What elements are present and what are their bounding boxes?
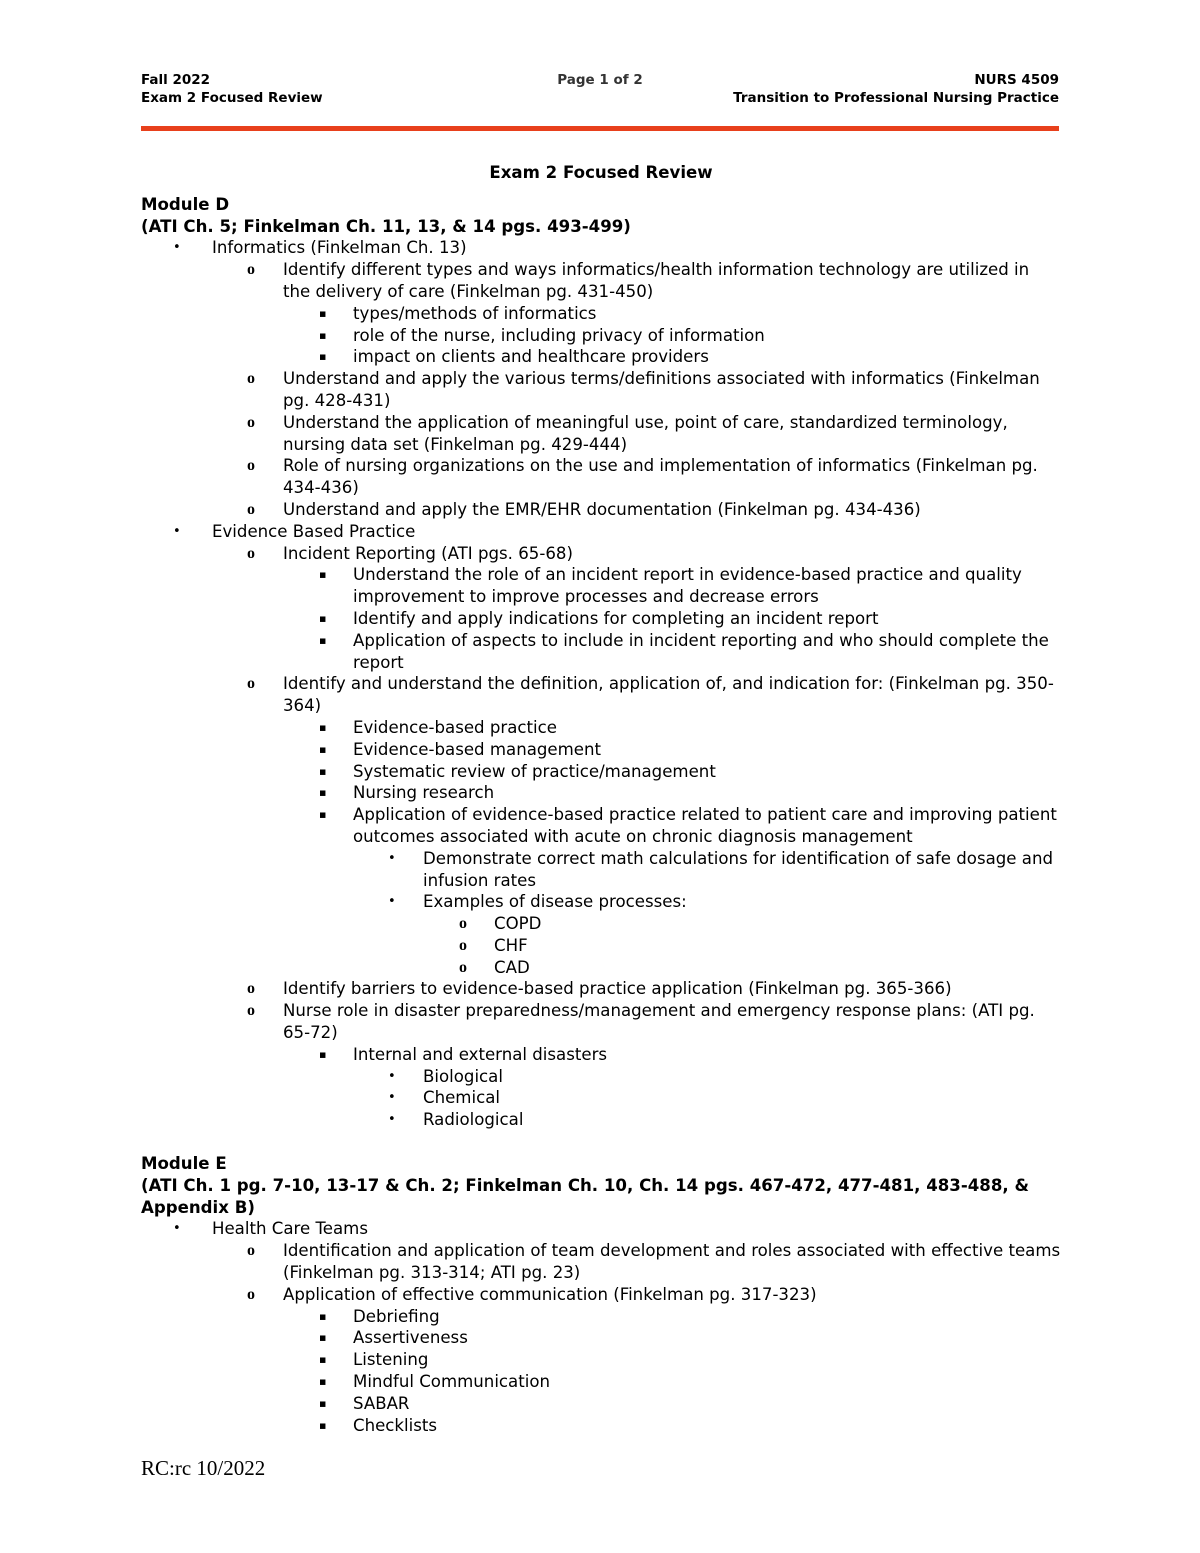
square-bullet-icon: ▪ [319,350,327,364]
list-item: o Understand and apply the various terms/definitions associated with informatics (Finkelman pg. 428-431) [247,369,1040,410]
list-item: • Demonstrate correct math calculations for identification of safe dosage and infusion rates [388,848,1054,890]
square-bullet-icon: ▪ [319,1353,327,1367]
bullet-icon: • [388,1068,396,1084]
list-item: ▪ Evidence-based management [319,739,602,759]
bullet-icon: o [459,915,467,933]
list-item: ▪ role of the nurse, including privacy of information [319,325,765,345]
bullet-icon: o [247,1285,255,1303]
list-item: o Nurse role in disaster preparedness/management and emergency response plans: (ATI pg. 65-72) [247,1001,1035,1043]
square-bullet-icon: ▪ [319,633,327,647]
square-bullet-icon: ▪ [319,1396,327,1410]
square-bullet-icon: ▪ [319,611,327,625]
square-bullet-icon: ▪ [319,1047,327,1061]
bullet-icon: • [173,1221,181,1237]
bullet-icon: o [247,413,255,431]
bullet-icon: o [247,1002,255,1020]
list-item: o Identify and understand the definition, application of, and indication for: (Finkelman pg. 350-364) [247,674,1054,716]
square-bullet-icon: ▪ [319,786,327,800]
list-item: • Biological [388,1066,503,1086]
list-item: o CAD [459,957,530,977]
page-number: Page 1 of 2 [557,72,643,88]
module-d-refs: (ATI Ch. 5; Finkelman Ch. 11, 13, & 14 pgs. 493-499) [141,216,631,236]
module-d-heading: Module D [141,194,230,214]
list-item: ▪ Application of aspects to include in incident reporting and who should complete the report [319,630,1049,672]
square-bullet-icon: ▪ [319,306,327,320]
header-course-code: NURS 4509 [974,72,1059,88]
list-item: o CHF [459,935,528,955]
list-item: o Identify different types and ways informatics/health information technology are utilized in the delivery of care (Finkelman pg. 431-450) [247,260,1030,301]
module-e-heading: Module E [141,1154,227,1174]
bullet-icon: o [247,370,255,388]
header-term: Fall 2022 [141,72,211,88]
list-item: ▪ Identify and apply indications for completing an incident report [319,608,879,628]
list-item: ▪ Internal and external disasters [319,1044,608,1064]
list-item: o COPD [459,914,542,934]
list-item: ▪ Checklists [319,1415,438,1435]
list-item: • Informatics (Finkelman Ch. 13) [173,238,467,258]
bullet-icon: • [388,894,396,910]
bullet-icon: • [173,523,181,539]
header-right [733,71,1059,107]
list-item: ▪ types/methods of informatics [319,303,597,323]
square-bullet-icon: ▪ [319,720,327,734]
list-item: o Application of effective communication (Finkelman pg. 317-323) [247,1284,817,1304]
bullet-icon: o [247,980,255,998]
list-item: ▪ Evidence-based practice [319,717,557,737]
bullet-icon: o [459,958,467,976]
bullet-icon: o [247,675,255,693]
header-course-name: Transition to Professional Nursing Practice [733,90,1059,106]
square-bullet-icon: ▪ [319,808,327,822]
square-bullet-icon: ▪ [319,328,327,342]
bullet-icon: • [173,240,181,256]
list-item: o Incident Reporting (ATI pgs. 65-68) [247,543,573,563]
square-bullet-icon: ▪ [319,1418,327,1432]
module-e-refs: (ATI Ch. 1 pg. 7-10, 13-17 & Ch. 2; Finkelman Ch. 10, Ch. 14 pgs. 467-472, 477-481, 483-488, & Appendix B) [141,1175,1029,1217]
square-bullet-icon: ▪ [319,764,327,778]
bullet-icon: o [247,544,255,562]
list-item: o Understand the application of meaningful use, point of care, standardized terminology, nursing data set (Finkelman pg. 429-444) [247,412,1008,454]
list-item: ▪ Mindful Communication [319,1372,551,1392]
list-item: o Identify barriers to evidence-based practice application (Finkelman pg. 365-366) [247,979,952,999]
list-item: ▪ Listening [319,1350,429,1370]
section-gap [141,1131,1061,1153]
header-doc-title: Exam 2 Focused Review [141,90,323,106]
square-bullet-icon: ▪ [319,1309,327,1323]
list-item: ▪ Assertiveness [319,1328,468,1348]
document-title: Exam 2 Focused Review [489,163,713,182]
square-bullet-icon: ▪ [319,1375,327,1389]
list-item: ▪ Understand the role of an incident report in evidence-based practice and quality improvement to improve processes and decrease errors [319,565,1022,607]
list-item: ▪ Application of evidence-based practice related to patient care and improving patient outcomes associated with acute on chronic diagnosis management [319,805,1057,846]
bullet-icon: o [247,1242,255,1260]
bullet-icon: o [247,500,255,518]
square-bullet-icon: ▪ [319,1331,327,1345]
square-bullet-icon: ▪ [319,742,327,756]
list-item: ▪ SABAR [319,1393,410,1413]
list-item: o Identification and application of team development and roles associated with effective teams (Finkelman pg. 313-314; ATI pg. 23) [247,1241,1061,1283]
bullet-icon: • [388,1090,396,1106]
bullet-icon: o [247,457,255,475]
list-item: • Chemical [388,1088,500,1108]
header-rule [141,126,1059,131]
list-item: o Understand and apply the EMR/EHR documentation (Finkelman pg. 434-436) [247,499,921,519]
document-body [141,162,1061,1436]
bullet-icon: • [388,850,396,866]
list-item: o Role of nursing organizations on the use and implementation of informatics (Finkelman pg. 434-436) [247,456,1038,498]
bullet-icon: o [459,936,467,954]
list-item: • Evidence Based Practice [173,521,416,541]
list-item: ▪ Systematic review of practice/management [319,761,716,781]
list-item: ▪ Nursing research [319,783,495,803]
list-item: ▪ Debriefing [319,1306,440,1326]
bullet-icon: o [247,261,255,279]
list-item: • Health Care Teams [173,1219,368,1239]
list-item: • Examples of disease processes: [388,892,687,912]
list-item: • Radiological [388,1110,524,1130]
list-item: ▪ impact on clients and healthcare providers [319,347,709,367]
footer-initials: RC:rc 10/2022 [141,1456,266,1480]
square-bullet-icon: ▪ [319,568,327,582]
bullet-icon: • [388,1112,396,1128]
